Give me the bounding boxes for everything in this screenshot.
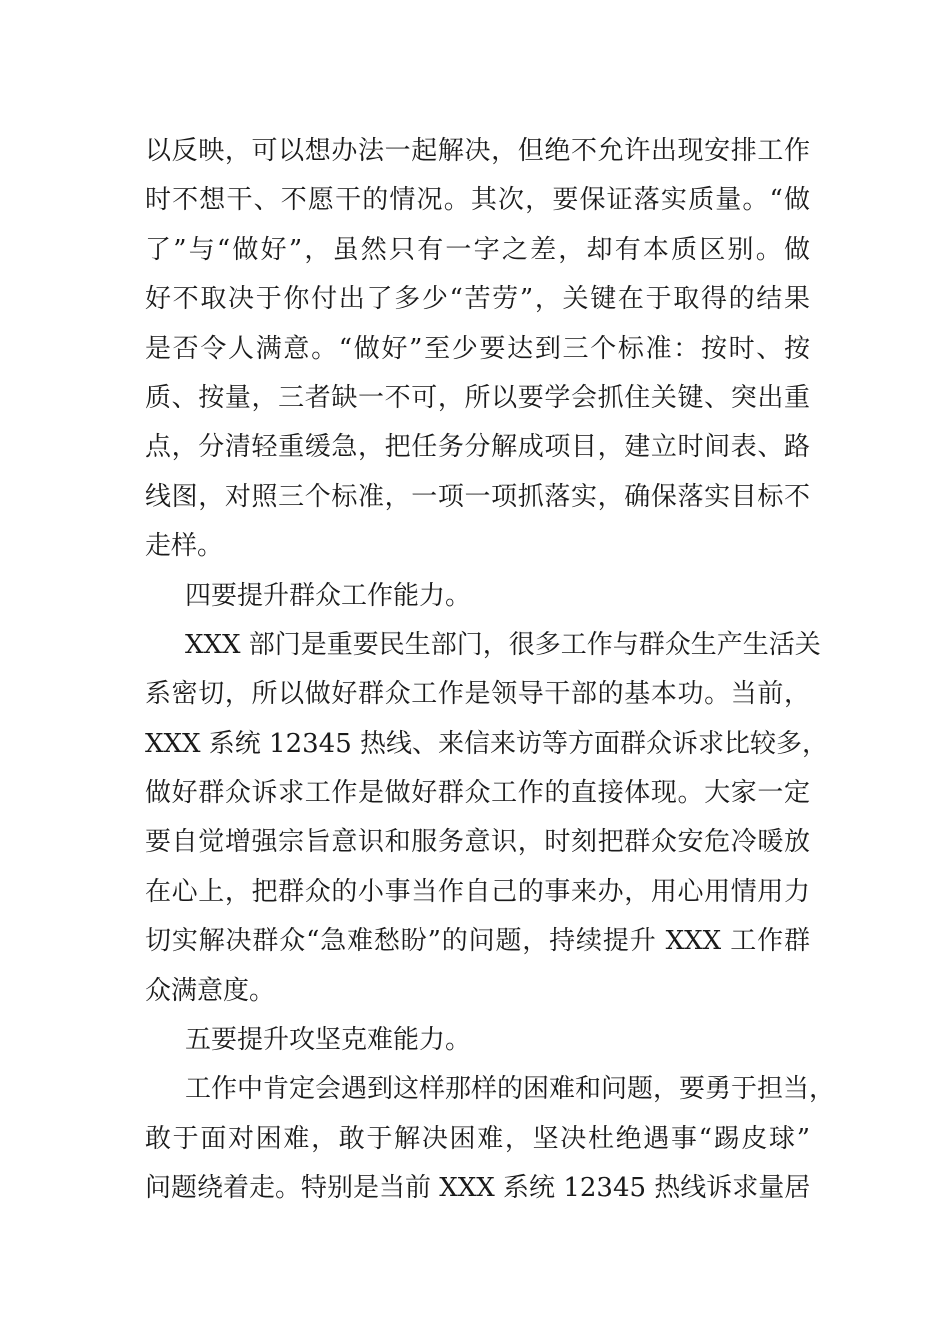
document-body [145,127,836,1214]
text-line: XXX 系统 12345 热线、来信来访等方面群众诉求比较多， [145,728,829,759]
text-line: 敢于面对困难，敢于解决困难，坚决杜绝遇事“踢皮球” [145,1123,810,1154]
text-line: 是否令人满意。“做好”至少要达到三个标准：按时、按 [145,333,810,364]
text-line: 切实解决群众“急难愁盼”的问题，持续提升 XXX 工作群 [145,926,810,957]
text-line: 在心上，把群众的小事当作自己的事来办，用心用情用力 [145,876,810,907]
text-line: 时不想干、不愿干的情况。其次，要保证落实质量。“做 [145,185,810,216]
text-line: 众满意度。 [145,975,276,1006]
text-line: 了”与“做好”，虽然只有一字之差，却有本质区别。做 [145,234,810,265]
text-line: 问题绕着走。特别是当前 XXX 系统 12345 热线诉求量居 [145,1173,811,1204]
section-heading: 四要提升群众工作能力。 [185,580,472,611]
text-line: 点，分清轻重缓急，把任务分解成项目，建立时间表、路 [145,432,810,463]
text-line: 质、按量，三者缺一不可，所以要学会抓住关键、突出重 [145,382,810,413]
text-line: 要自觉增强宗旨意识和服务意识，时刻把群众安危冷暖放 [145,827,810,858]
text-line: 做好群众诉求工作是做好群众工作的直接体现。大家一定 [145,778,810,809]
text-line: 以反映，可以想办法一起解决，但绝不允许出现安排工作 [145,136,810,166]
text-line: 工作中肯定会遇到这样那样的困难和问题，要勇于担当， [185,1074,836,1105]
section-heading: 五要提升攻坚克难能力。 [185,1025,472,1056]
text-line: 系密切，所以做好群众工作是领导干部的基本功。当前， [145,679,810,710]
text-line: 好不取决于你付出了多少“苦劳”，关键在于取得的结果 [145,284,810,315]
text-line: 走样。 [145,531,224,562]
text-line: 线图，对照三个标准，一项一项抓落实，确保落实目标不 [145,481,810,512]
text-line: XXX 部门是重要民生部门，很多工作与群众生产生活关 [185,629,821,660]
